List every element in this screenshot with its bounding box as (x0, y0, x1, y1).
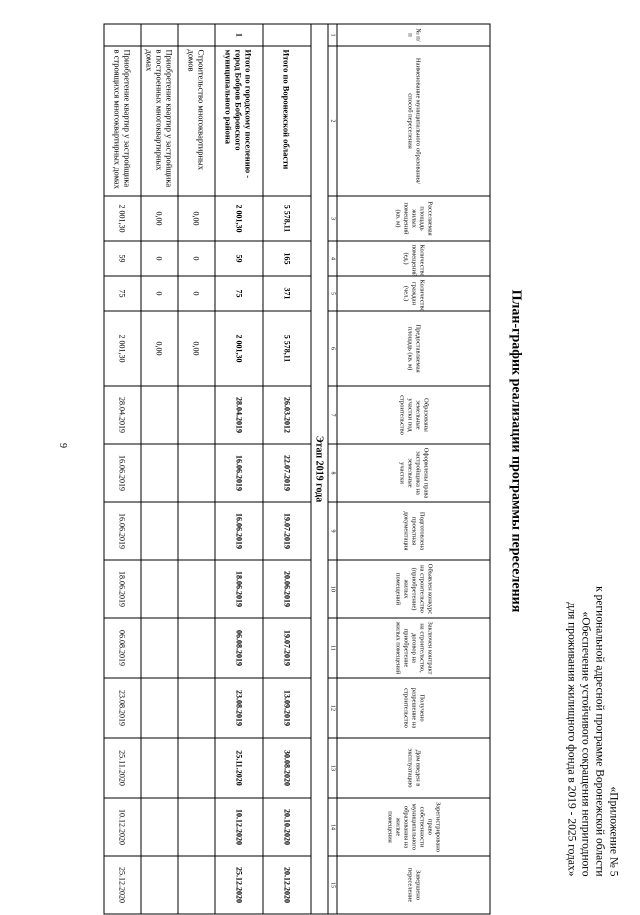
appendix-line: для проживания жилищного фонда в 2019 - 2025 годах» (565, 602, 577, 877)
cell-date: 18.06.2019 (215, 560, 263, 618)
cell-provided: 2 001,30 (215, 311, 263, 386)
cell-date (141, 798, 178, 856)
cell-date: 06.08.2019 (104, 618, 141, 678)
cell-area: 5 578,11 (263, 196, 311, 241)
cell-date (178, 738, 215, 798)
cell-date: 16.06.2019 (104, 502, 141, 560)
column-number: 7 (328, 386, 337, 444)
table-row (215, 24, 263, 914)
column-number: 14 (328, 798, 337, 856)
cell-rooms: 59 (215, 241, 263, 276)
table-row (178, 24, 215, 914)
cell-date (178, 798, 215, 856)
appendix-line: к региональной адресной программе Воронежской области (593, 586, 605, 877)
schedule-table (103, 24, 490, 915)
cell-date: 19.07.2019 (263, 618, 311, 678)
header-cell: Количество граждан (чел.) (337, 276, 490, 311)
column-number: 9 (328, 502, 337, 560)
cell-provided: 0,00 (141, 311, 178, 386)
cell-date: 23.08.2019 (215, 678, 263, 738)
cell-date (178, 618, 215, 678)
row-number (178, 24, 215, 46)
header-cell: Завершено переселение (337, 856, 490, 914)
column-number: 4 (328, 241, 337, 276)
column-number: 8 (328, 444, 337, 502)
cell-date: 25.12.2020 (104, 856, 141, 914)
cell-area: 2 001,30 (104, 196, 141, 241)
cell-date (141, 386, 178, 444)
cell-date (141, 444, 178, 502)
column-number: 12 (328, 678, 337, 738)
cell-rooms: 59 (104, 241, 141, 276)
header-cell: Наименование муниципального образования/ способ переселения (337, 46, 490, 196)
table-row (141, 24, 178, 914)
column-number-row (328, 24, 337, 914)
header-cell: Заключен контракт на строительство, договор на приобретение жилых помещений (337, 618, 490, 678)
table-row (104, 24, 141, 914)
column-number: 10 (328, 560, 337, 618)
row-number: 1 (215, 24, 263, 46)
row-number (141, 24, 178, 46)
cell-people: 75 (215, 276, 263, 311)
header-cell: Расселяемая площадь жилых помещений (кв. м) (337, 196, 490, 241)
appendix-line: «Обеспечение устойчивого сокращения непригодного (579, 611, 591, 877)
cell-date (141, 560, 178, 618)
cell-date (141, 856, 178, 914)
header-cell: Образованы земельные участки под строительство (337, 386, 490, 444)
cell-date: 10.12.2020 (104, 798, 141, 856)
cell-rooms: 165 (263, 241, 311, 276)
row-number (104, 24, 141, 46)
cell-people: 0 (141, 276, 178, 311)
row-name: Приобретение квартир у застройщика в строящихся многоквартирных домах (104, 46, 141, 196)
cell-provided: 0,00 (178, 311, 215, 386)
cell-provided: 2 001,30 (104, 311, 141, 386)
column-number: 13 (328, 738, 337, 798)
cell-area: 0,00 (141, 196, 178, 241)
cell-date: 13.09.2019 (263, 678, 311, 738)
cell-date (141, 738, 178, 798)
header-cell: Количество помещений (ед.) (337, 241, 490, 276)
rotated-page (20, 20, 620, 903)
header-cell: Получено разрешение на строительство (337, 678, 490, 738)
appendix-note (564, 586, 620, 876)
cell-date: 28.04.2019 (215, 386, 263, 444)
header-cell: Оформлены права застройщика на земельные участки (337, 444, 490, 502)
cell-date (178, 502, 215, 560)
cell-date (178, 856, 215, 914)
header-row (337, 24, 490, 914)
cell-date: 16.06.2019 (215, 444, 263, 502)
column-number: 2 (328, 46, 337, 196)
stage-row (311, 24, 328, 914)
cell-date (178, 386, 215, 444)
row-number (263, 24, 311, 46)
cell-area: 0,00 (178, 196, 215, 241)
stage-label: Этап 2019 года (311, 24, 328, 914)
table-row (263, 24, 311, 914)
column-number: 1 (328, 24, 337, 46)
cell-rooms: 0 (141, 241, 178, 276)
cell-date: 06.08.2019 (215, 618, 263, 678)
cell-date: 25.11.2020 (104, 738, 141, 798)
cell-date: 30.08.2020 (263, 738, 311, 798)
row-name: Строительство многоквартирных домов (178, 46, 215, 196)
cell-date (141, 618, 178, 678)
column-number: 6 (328, 311, 337, 386)
cell-date: 10.12.2020 (215, 798, 263, 856)
cell-people: 0 (178, 276, 215, 311)
cell-date: 20.12.2020 (263, 856, 311, 914)
header-cell: Зарегистрировано право собственности муниципального образования на жилые помещения (337, 798, 490, 856)
column-number: 11 (328, 618, 337, 678)
cell-date: 20.06.2019 (263, 560, 311, 618)
cell-date: 19.07.2019 (263, 502, 311, 560)
cell-date: 16.06.2019 (215, 502, 263, 560)
cell-date (178, 444, 215, 502)
column-number: 3 (328, 196, 337, 241)
header-cell: Объявлен конкурс на строительство (приобретение) жилых помещений (337, 560, 490, 618)
cell-rooms: 0 (178, 241, 215, 276)
cell-date: 18.06.2019 (104, 560, 141, 618)
header-cell: Дом введен в эксплуатацию (337, 738, 490, 798)
cell-date (178, 678, 215, 738)
cell-provided: 5 578,11 (263, 311, 311, 386)
column-number: 15 (328, 856, 337, 914)
cell-people: 371 (263, 276, 311, 311)
cell-date (141, 502, 178, 560)
appendix-line: «Приложение № 5 (607, 786, 619, 877)
cell-date: 16.06.2019 (104, 444, 141, 502)
cell-date: 22.07.2019 (263, 444, 311, 502)
cell-date: 20.10.2020 (263, 798, 311, 856)
cell-date (178, 560, 215, 618)
page-number: 9 (57, 443, 68, 448)
row-name: Приобретение квартир у застройщика в построенных многоквартирных домах (141, 46, 178, 196)
header-cell: Предоставляемая площадь (кв. м) (337, 311, 490, 386)
column-number: 5 (328, 276, 337, 311)
row-name: Итого по Воронежской области (263, 46, 311, 196)
cell-date: 26.03.2012 (263, 386, 311, 444)
cell-date: 23.08.2019 (104, 678, 141, 738)
cell-date: 28.04.2019 (104, 386, 141, 444)
cell-date (141, 678, 178, 738)
cell-date: 25.12.2020 (215, 856, 263, 914)
cell-area: 2 001,30 (215, 196, 263, 241)
document-title: План-график реализации программы переселения (508, 289, 523, 613)
row-name: Итого по городскому поселению - город Бобров Бобровского муниципального района (215, 46, 263, 196)
cell-people: 75 (104, 276, 141, 311)
header-cell: Подготовлена проектная документация (337, 502, 490, 560)
header-cell: № п/п (337, 24, 490, 46)
cell-date: 25.11.2020 (215, 738, 263, 798)
